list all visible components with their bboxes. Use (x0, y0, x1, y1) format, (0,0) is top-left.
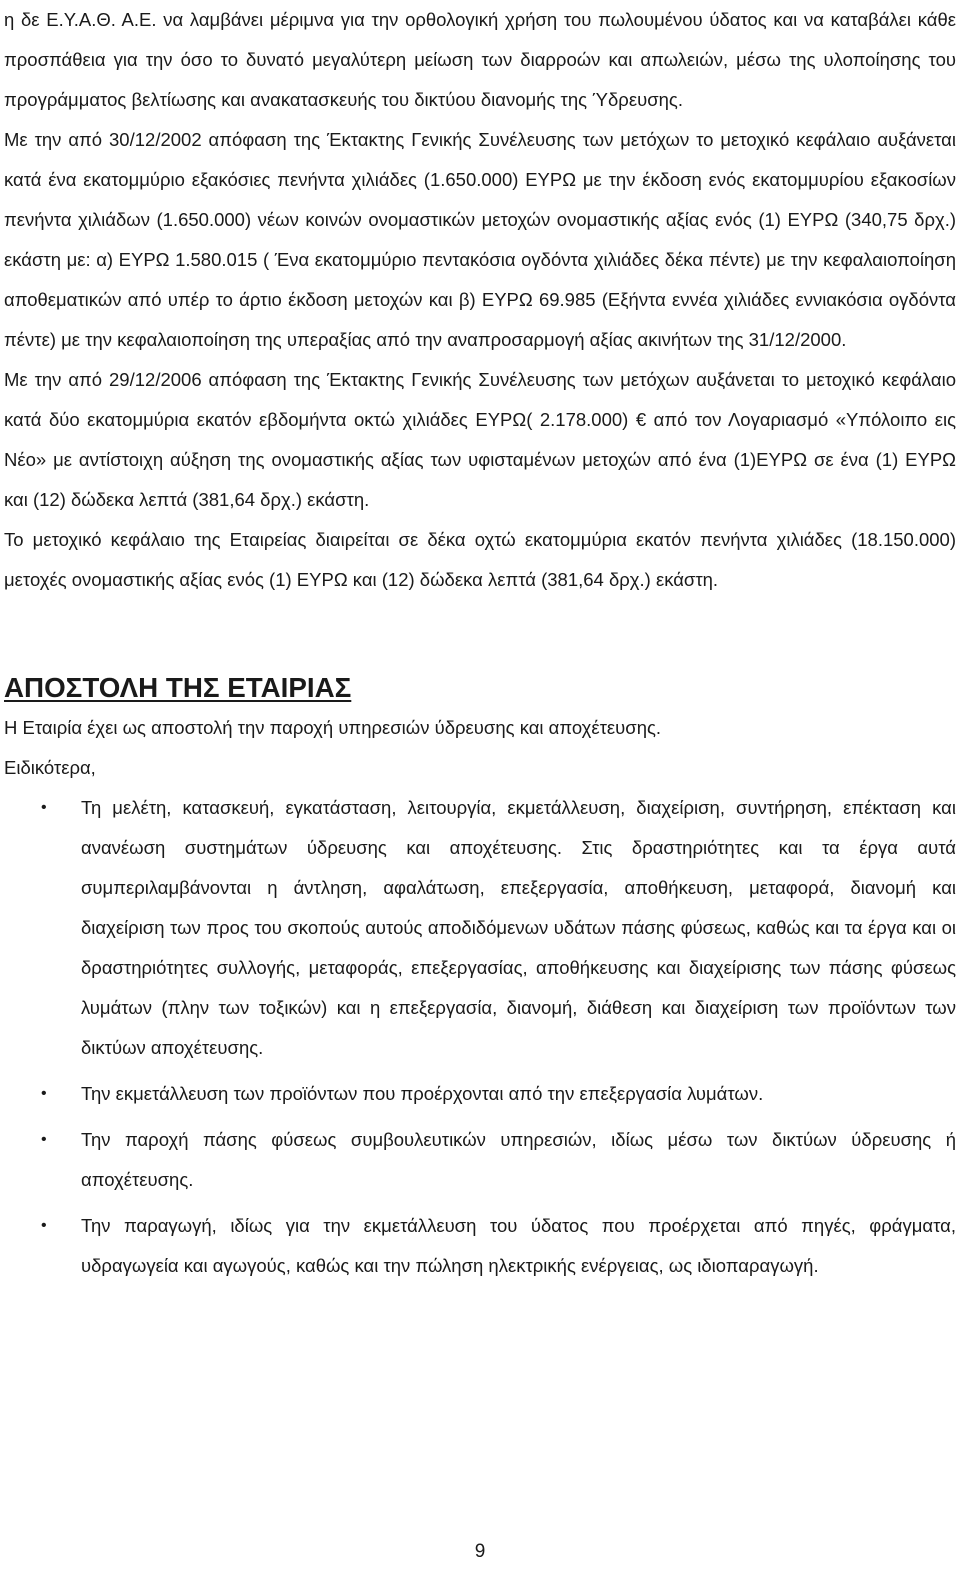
bullet-icon: • (41, 1131, 47, 1148)
list-item-text: Τη μελέτη, κατασκευή, εγκατάσταση, λειτουργία, εκμετάλλευση, διαχείριση, συντήρηση, επέκταση και ανανέωση συστημάτων ύδρευσης και αποχέτευσης. Στις δραστηριότητες και τα έργα αυτά συμπεριλαμβάνονται η άντληση, αφαλάτωση, επεξεργασία, αποθήκευση, μεταφορά, διανομή και διαχείριση των προς του σκοπούς αυτούς αποδιδόμενων υδάτων πάσης φύσεως, καθώς και τα έργα και οι δραστηριότητες συλλογής, μεταφοράς, επεξεργασίας, αποθήκευσης και διαχείρισης των πάσης φύσεως λυμάτων (πλην των τοξικών) και η επεξεργασία, διανομή, διάθεση και διαχείριση των προϊόντων των δικτύων αποχέτευσης. (81, 797, 956, 1058)
section-intro: Η Εταιρία έχει ως αποστολή την παροχή υπηρεσιών ύδρευσης και αποχέτευσης. (4, 717, 662, 738)
list-item-text: Την εκμετάλλευση των προϊόντων που προέρχονται από την επεξεργασία λυμάτων. (81, 1083, 764, 1104)
document-page (4, 0, 956, 1286)
bullet-icon: • (41, 1217, 47, 1234)
paragraph-capital-increase-2002: Με την από 30/12/2002 απόφαση της Έκτακτης Γενικής Συνέλευσης των μετόχων το μετοχικό κεφάλαιο αυξάνεται κατά ένα εκατομμύριο εξακόσιες πενήντα χιλιάδες (1.650.000) ΕΥΡΩ με την έκδοση ενός εκατομμυρίου εξακοσίων πενήντα χιλιάδων (1.650.000) νέων κοινών ονομαστικών μετοχών ονομαστικής αξίας ενός (1) ΕΥΡΩ (340,75 δρχ.) εκάστη με: α) ΕΥΡΩ 1.580.015 ( Ένα εκατομμύριο πεντακόσια ογδόντα χιλιάδες δέκα πέντε) με την κεφαλαιοποίηση αποθεματικών από υπέρ το άρτιο έκδοση μετοχών και β) ΕΥΡΩ 69.985 (Εξήντα εννέα χιλιάδες εννιακόσια ογδόντα πέντε) με την κεφαλαιοποίηση της υπεραξίας από την αναπροσαρμογή αξίας ακινήτων της 31/12/2000. (4, 129, 956, 350)
list-item (4, 788, 956, 1068)
list-item-text: Την παραγωγή, ιδίως για την εκμετάλλευση του ύδατος που προέρχεται από πηγές, φράγματα, υδραγωγεία και αγωγούς, καθώς και την πώληση ηλεκτρικής ενέργειας, ως ιδιοπαραγωγή. (81, 1215, 956, 1276)
section-specifically: Ειδικότερα, (4, 757, 96, 778)
list-item-text: Την παροχή πάσης φύσεως συμβουλευτικών υπηρεσιών, ιδίως μέσω των δικτύων ύδρευσης ή αποχέτευσης. (81, 1129, 956, 1190)
mission-bullet-list (4, 788, 956, 1286)
paragraph-water-management: η δε Ε.Υ.Α.Θ. Α.Ε. να λαμβάνει μέριμνα για την ορθολογική χρήση του πωλουμένου ύδατος και να καταβάλει κάθε προσπάθεια για την όσο το δυνατό μεγαλύτερη μείωση των διαρροών και απωλειών, μέσω της υλοποίησης του προγράμματος βελτίωσης και ανακατασκευής του δικτύου διανομής της Ύδρευσης. (4, 9, 956, 110)
list-item (4, 1206, 956, 1286)
paragraph-capital-increase-2006: Με την από 29/12/2006 απόφαση της Έκτακτης Γενικής Συνέλευσης των μετόχων αυξάνεται το μετοχικό κεφάλαιο κατά δύο εκατομμύρια εκατόν εβδομήντα οκτώ χιλιάδες ΕΥΡΩ( 2.178.000) € από τον Λογαριασμό «Υπόλοιπο εις Νέο» με αντίστοιχη αύξηση της ονομαστικής αξίας των υφισταμένων μετοχών από ένα (1)ΕΥΡΩ σε ένα (1) ΕΥΡΩ και (12) δώδεκα λεπτά (381,64 δρχ.) εκάστη. (4, 369, 956, 510)
paragraph-share-capital: Το μετοχικό κεφάλαιο της Εταιρείας διαιρείται σε δέκα οχτώ εκατομμύρια εκατόν πενήντα χιλιάδες (18.150.000) μετοχές ονομαστικής αξίας ενός (1) ΕΥΡΩ και (12) δώδεκα λεπτά (381,64 δρχ.) εκάστη. (4, 529, 956, 590)
page-number: 9 (474, 1541, 486, 1562)
bullet-icon: • (41, 1085, 47, 1102)
section-spacer (4, 600, 956, 668)
section-heading: ΑΠΟΣΤΟΛΗ ΤΗΣ ΕΤΑΙΡΙΑΣ (4, 672, 352, 703)
list-item (4, 1120, 956, 1200)
bullet-icon: • (41, 799, 47, 816)
list-item (4, 1074, 956, 1114)
